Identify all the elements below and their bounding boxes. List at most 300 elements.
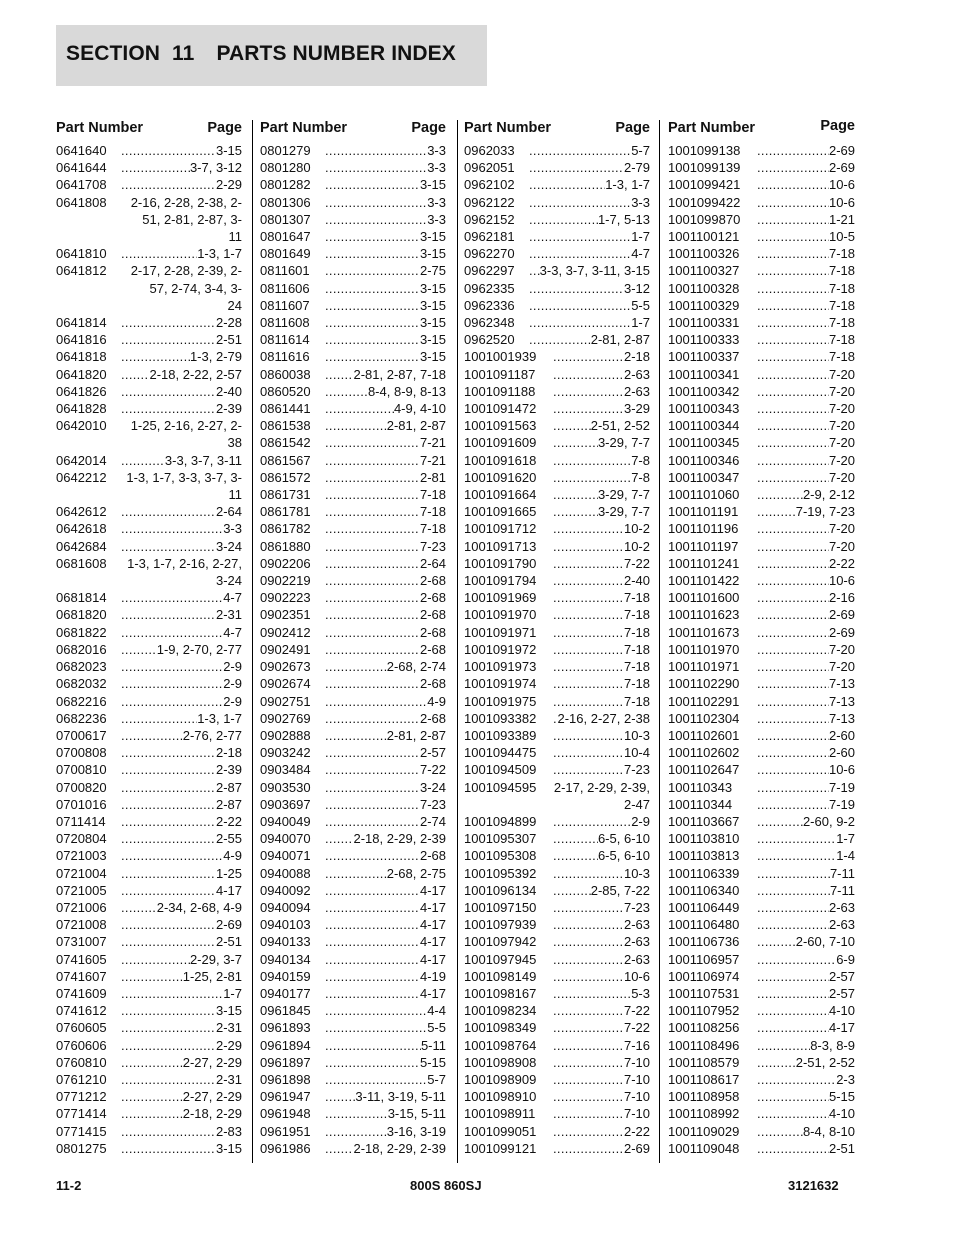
index-entry: [260, 331, 446, 348]
page-reference: 2-57: [828, 968, 855, 984]
leader-dots: [553, 1019, 624, 1036]
footer-model: 800S 860SJ: [410, 1178, 482, 1193]
page-reference: 7-20: [828, 452, 855, 468]
index-entry: [260, 985, 446, 1002]
page-reference: 3-3, 3-7, 3-11: [164, 452, 242, 468]
leader-dots: [757, 882, 830, 899]
page-ref-wrap: [757, 761, 855, 778]
part-number: 0801647: [260, 229, 311, 245]
page-ref-wrap: [325, 830, 446, 847]
leader-dots: [553, 951, 624, 968]
index-entry: [56, 589, 242, 606]
index-entry: [464, 555, 650, 572]
index-entry: [56, 761, 242, 778]
index-entry: [260, 1140, 446, 1157]
page-ref-wrap: [325, 297, 446, 314]
page-reference: 7-8: [631, 452, 650, 468]
page-ref-wrap: [121, 1105, 242, 1122]
index-entry: [260, 968, 446, 985]
page-reference: 2-63: [623, 917, 650, 933]
part-number: 0771212: [56, 1089, 107, 1105]
leader-dots: [121, 159, 190, 176]
page-reference: 2-60, 9-2: [802, 813, 855, 829]
page-ref-wrap: [757, 985, 855, 1002]
page-reference: 3-15: [419, 315, 446, 331]
index-column-1: [56, 118, 242, 1157]
page-ref-wrap: [325, 314, 446, 331]
part-number: 1001102601: [668, 727, 740, 743]
part-number: 1001109048: [668, 1140, 740, 1156]
page-ref-wrap: [121, 1002, 242, 1019]
leader-dots: [325, 142, 427, 159]
page-ref-wrap: [757, 1140, 855, 1157]
page-ref-wrap: [553, 1019, 650, 1036]
index-entry: [668, 796, 855, 813]
page-reference: 2-31: [215, 607, 242, 623]
part-number: 0682023: [56, 659, 107, 675]
part-number: 0700808: [56, 745, 107, 761]
part-number: 0962336: [464, 297, 515, 313]
part-number: 1001103667: [668, 813, 740, 829]
part-number: 100110343: [668, 779, 733, 795]
page-ref-wrap: [325, 641, 446, 658]
part-number: 1001100328: [668, 280, 740, 296]
leader-dots: [121, 641, 157, 658]
page-reference: 5-3: [631, 985, 650, 1001]
leader-dots: [325, 1054, 420, 1071]
page-ref-wrap: [529, 297, 650, 314]
page-reference: 7-18: [623, 607, 650, 623]
part-number: 0940049: [260, 813, 311, 829]
part-number: 0682016: [56, 641, 107, 657]
leader-dots: [325, 555, 420, 572]
part-number: 1001091973: [464, 659, 537, 675]
index-entry: [464, 297, 650, 314]
part-number: 1001101600: [668, 590, 740, 606]
page-reference: 2-60, 7-10: [795, 934, 855, 950]
index-entry: [668, 933, 855, 950]
leader-dots: [121, 1123, 216, 1140]
leader-dots: [553, 417, 591, 434]
part-number: 0642212: [56, 469, 107, 485]
page-ref-wrap: [325, 159, 446, 176]
part-number: 0801280: [260, 160, 311, 176]
page-ref-wrap: [121, 830, 242, 847]
leader-dots: [325, 159, 427, 176]
page-ref-wrap: [553, 1037, 650, 1054]
index-entry: [260, 1088, 446, 1105]
page-ref-wrap: [325, 228, 446, 245]
leader-dots: [529, 176, 605, 193]
page-reference: 5-5: [631, 297, 650, 313]
index-entry: [464, 262, 650, 279]
index-entry: [668, 142, 855, 159]
page-reference: 3-15: [419, 297, 446, 313]
index-entry: [668, 520, 855, 537]
leader-dots: [121, 452, 165, 469]
leader-dots: [325, 865, 387, 882]
leader-dots: [553, 469, 631, 486]
page-ref-wrap: [529, 176, 650, 193]
index-entry: [260, 1071, 446, 1088]
page-reference: 2-81, 2-87: [386, 418, 446, 434]
page-reference: 2-64: [419, 555, 446, 571]
page-reference: 7-18: [623, 590, 650, 606]
index-entry: [668, 159, 855, 176]
index-entry: [464, 916, 650, 933]
part-number: 1001091563: [464, 418, 537, 434]
page-ref-wrap: [121, 469, 242, 503]
index-entry: [260, 366, 446, 383]
index-entry: [464, 951, 650, 968]
page-ref-wrap: [121, 727, 242, 744]
part-number: 0903530: [260, 779, 311, 795]
page-ref-wrap: [325, 520, 446, 537]
page-ref-wrap: [553, 779, 650, 813]
page-reference: 4-17: [419, 934, 446, 950]
leader-dots: [121, 1054, 183, 1071]
index-entry: [464, 641, 650, 658]
part-number: 1001100347: [668, 469, 740, 485]
page-reference: 7-18: [623, 676, 650, 692]
page-ref-wrap: [757, 176, 855, 193]
page-reference: 2-18: [623, 349, 650, 365]
part-number: 0642684: [56, 538, 107, 554]
index-entry: [464, 710, 650, 727]
index-entry: [260, 452, 446, 469]
index-entry: [668, 469, 855, 486]
leader-dots: [757, 951, 836, 968]
leader-dots: [553, 899, 624, 916]
page-reference: 4-9, 4-10: [393, 401, 446, 417]
page-reference: 4-10: [828, 1106, 855, 1122]
leader-dots: [325, 813, 420, 830]
page-reference: 1-21: [828, 211, 855, 227]
part-number: 1001093382: [464, 710, 537, 726]
page-ref-wrap: [325, 400, 446, 417]
page-reference: 7-18: [623, 624, 650, 640]
page-reference: 3-29, 7-7: [597, 435, 650, 451]
leader-dots: [325, 899, 420, 916]
page-reference: 3-15: [215, 1140, 242, 1156]
leader-dots: [121, 1037, 216, 1054]
page-reference: 2-9: [223, 693, 242, 709]
leader-dots: [325, 968, 420, 985]
leader-dots: [325, 727, 387, 744]
part-number: 1001001939: [464, 349, 537, 365]
index-entry: [464, 486, 650, 503]
page-ref-wrap: [121, 538, 242, 555]
index-entry: [464, 383, 650, 400]
page-ref-wrap: [757, 245, 855, 262]
page-ref-wrap: [757, 1105, 855, 1122]
index-entry: [260, 710, 446, 727]
page-ref-wrap: [325, 331, 446, 348]
page-ref-wrap: [757, 847, 855, 864]
leader-dots: [553, 813, 631, 830]
index-entry: [464, 1088, 650, 1105]
leader-dots: [325, 469, 420, 486]
leader-dots: [757, 452, 829, 469]
index-entry: [464, 348, 650, 365]
part-number: 0902674: [260, 676, 311, 692]
index-entry: [464, 434, 650, 451]
page-reference: 2-68: [419, 848, 446, 864]
page-ref-wrap: [325, 383, 446, 400]
part-number: 0711414: [56, 813, 106, 829]
page-ref-wrap: [121, 417, 242, 451]
column-header: [668, 118, 855, 142]
part-number: 0760605: [56, 1020, 107, 1036]
part-number: 0641828: [56, 401, 107, 417]
page-reference: 7-18: [828, 315, 855, 331]
page-reference: 10-2: [623, 521, 650, 537]
index-entry: [56, 727, 242, 744]
leader-dots: [553, 348, 624, 365]
part-number: 0642014: [56, 452, 107, 468]
index-entry: [56, 830, 242, 847]
page-ref-wrap: [325, 245, 446, 262]
part-number: 0681814: [56, 590, 107, 606]
leader-dots: [325, 1037, 421, 1054]
index-entry: [260, 865, 446, 882]
page-reference: 2-63: [623, 383, 650, 399]
leader-dots: [553, 1037, 624, 1054]
part-number: 1001096134: [464, 882, 537, 898]
part-number: 1001091975: [464, 693, 537, 709]
page-reference: 1-3, 1-7, 3-3, 3-7, 3-11: [126, 469, 242, 503]
part-number: 1001091187: [464, 366, 536, 382]
leader-dots: [553, 1054, 624, 1071]
leader-dots: [757, 606, 829, 623]
index-entry: [260, 1019, 446, 1036]
index-entry: [464, 693, 650, 710]
part-number: 0700820: [56, 779, 107, 795]
leader-dots: [325, 1140, 353, 1157]
leader-dots: [325, 366, 353, 383]
part-number: 0700810: [56, 762, 107, 778]
page-ref-wrap: [757, 314, 855, 331]
part-number: 0760810: [56, 1054, 107, 1070]
page-ref-wrap: [325, 1088, 446, 1105]
index-entry: [56, 1002, 242, 1019]
part-number: 0940071: [260, 848, 311, 864]
index-entry: [260, 1105, 446, 1122]
part-number: 1001103813: [668, 848, 740, 864]
page-ref-wrap: [553, 744, 650, 761]
part-number: 0700617: [56, 727, 107, 743]
index-entry: [668, 675, 855, 692]
part-number: 1001098908: [464, 1054, 537, 1070]
part-number: 0940134: [260, 951, 311, 967]
index-entry: [56, 865, 242, 882]
part-number-heading: Part Number: [464, 120, 552, 136]
page-reference: 4-17: [419, 917, 446, 933]
page-reference: 2-39: [215, 401, 242, 417]
leader-dots: [757, 572, 829, 589]
part-number: 1001091971: [464, 624, 537, 640]
page-ref-wrap: [325, 761, 446, 778]
part-number: 1001106339: [668, 865, 740, 881]
page-ref-wrap: [553, 830, 650, 847]
page-reference: 3-11, 3-19, 5-11: [355, 1089, 446, 1105]
part-number: 0861731: [260, 487, 311, 503]
page-ref-wrap: [325, 865, 446, 882]
page-ref-wrap: [121, 331, 242, 348]
leader-dots: [529, 142, 631, 159]
part-number: 0961951: [260, 1123, 311, 1139]
page-reference: 3-29, 7-7: [597, 487, 650, 503]
leader-dots: [325, 1105, 388, 1122]
page-ref-wrap: [757, 262, 855, 279]
leader-dots: [325, 847, 420, 864]
page-ref-wrap: [325, 1054, 446, 1071]
part-number-heading: Part Number: [668, 120, 756, 136]
page-ref-wrap: [757, 538, 855, 555]
page-ref-wrap: [553, 951, 650, 968]
index-entry: [464, 245, 650, 262]
leader-dots: [553, 744, 624, 761]
page-reference: 4-10: [828, 1003, 855, 1019]
page-ref-wrap: [757, 297, 855, 314]
leader-dots: [553, 727, 624, 744]
leader-dots: [757, 744, 829, 761]
page-reference: 1-7: [631, 229, 650, 245]
page-reference: 4-17: [419, 951, 446, 967]
page-reference: 2-63: [828, 917, 855, 933]
leader-dots: [757, 469, 829, 486]
leader-dots: [757, 297, 829, 314]
page-ref-wrap: [553, 606, 650, 623]
part-number: 0801279: [260, 143, 311, 158]
part-number: 1001106449: [668, 899, 740, 915]
part-number: 0903697: [260, 796, 311, 812]
leader-dots: [553, 761, 624, 778]
page-ref-wrap: [757, 1019, 855, 1036]
leader-dots: [553, 589, 624, 606]
page-reference: 6-5, 6-10: [597, 831, 650, 847]
page-reference: 8-4, 8-10: [802, 1123, 855, 1139]
part-number: 1001091665: [464, 504, 537, 520]
page-reference: 2-22: [828, 555, 855, 571]
page-ref-wrap: [121, 503, 242, 520]
page-reference: 7-22: [623, 1020, 650, 1036]
page-ref-wrap: [121, 400, 242, 417]
part-number: 1001101422: [668, 573, 740, 589]
leader-dots: [553, 538, 624, 555]
index-entry: [668, 366, 855, 383]
part-number: 1001100329: [668, 297, 740, 313]
page-ref-wrap: [553, 452, 650, 469]
index-entry: [464, 1140, 650, 1157]
index-entry: [260, 314, 446, 331]
index-entry: [464, 366, 650, 383]
part-number: 1001101060: [668, 487, 740, 503]
index-entry: [260, 486, 446, 503]
index-entry: [668, 589, 855, 606]
index-entry: [464, 1054, 650, 1071]
page-ref-wrap: [325, 693, 446, 710]
page-reference: 7-20: [828, 659, 855, 675]
leader-dots: [121, 1071, 216, 1088]
index-entry: [464, 675, 650, 692]
index-entry: [668, 882, 855, 899]
part-number: 0961898: [260, 1071, 311, 1087]
page-ref-wrap: [325, 1037, 446, 1054]
page-ref-wrap: [121, 176, 242, 193]
part-number: 0811607: [260, 297, 310, 313]
page-ref-wrap: [553, 538, 650, 555]
index-entry: [260, 159, 446, 176]
page-reference: 7-18: [828, 297, 855, 313]
page-ref-wrap: [121, 710, 242, 727]
part-number-heading: Part Number: [260, 120, 348, 136]
leader-dots: [553, 555, 624, 572]
index-entry: [668, 658, 855, 675]
leader-dots: [553, 434, 598, 451]
leader-dots: [757, 331, 829, 348]
leader-dots: [757, 348, 829, 365]
page-ref-wrap: [529, 159, 650, 176]
part-number: 0641644: [56, 160, 107, 176]
index-entry: [668, 486, 855, 503]
index-entry: [668, 779, 855, 796]
page-ref-wrap: [757, 744, 855, 761]
page-reference: 2-81, 2-87: [590, 332, 650, 348]
index-entry: [464, 933, 650, 950]
page-reference: 4-17: [419, 899, 446, 915]
page-reference: 5-7: [631, 143, 650, 158]
leader-dots: [757, 693, 829, 710]
index-entry: [668, 1105, 855, 1122]
leader-dots: [757, 675, 829, 692]
page-reference: 1-7, 5-13: [597, 211, 650, 227]
part-number: 0940103: [260, 917, 311, 933]
leader-dots: [325, 796, 420, 813]
page-reference: 3-15: [419, 229, 446, 245]
page-ref-wrap: [757, 658, 855, 675]
page-ref-wrap: [121, 847, 242, 864]
leader-dots: [553, 520, 624, 537]
leader-dots: [757, 1105, 829, 1122]
part-number: 0641826: [56, 383, 107, 399]
index-entry: [668, 813, 855, 830]
page-ref-wrap: [757, 469, 855, 486]
leader-dots: [553, 624, 624, 641]
page-ref-wrap: [325, 348, 446, 365]
page-reference: 10-3: [623, 727, 650, 743]
page-ref-wrap: [121, 1123, 242, 1140]
leader-dots: [325, 761, 420, 778]
column-divider: [457, 120, 458, 1163]
page-reference: 1-3, 1-7: [197, 710, 242, 726]
page-ref-wrap: [553, 486, 650, 503]
page-ref-wrap: [529, 331, 650, 348]
part-number: 1001094509: [464, 762, 537, 778]
page-reference: 2-68: [419, 641, 446, 657]
page-reference: 10-4: [623, 745, 650, 761]
index-entry: [668, 606, 855, 623]
index-entry: [668, 262, 855, 279]
part-number: 1001093389: [464, 727, 537, 743]
page-ref-wrap: [553, 761, 650, 778]
column-divider: [659, 120, 660, 1163]
page-reference: 2-60: [828, 727, 855, 743]
part-number: 1001107531: [668, 985, 740, 1001]
page-ref-wrap: [757, 194, 855, 211]
page-ref-wrap: [121, 1054, 242, 1071]
part-number-heading: Part Number: [56, 120, 144, 136]
